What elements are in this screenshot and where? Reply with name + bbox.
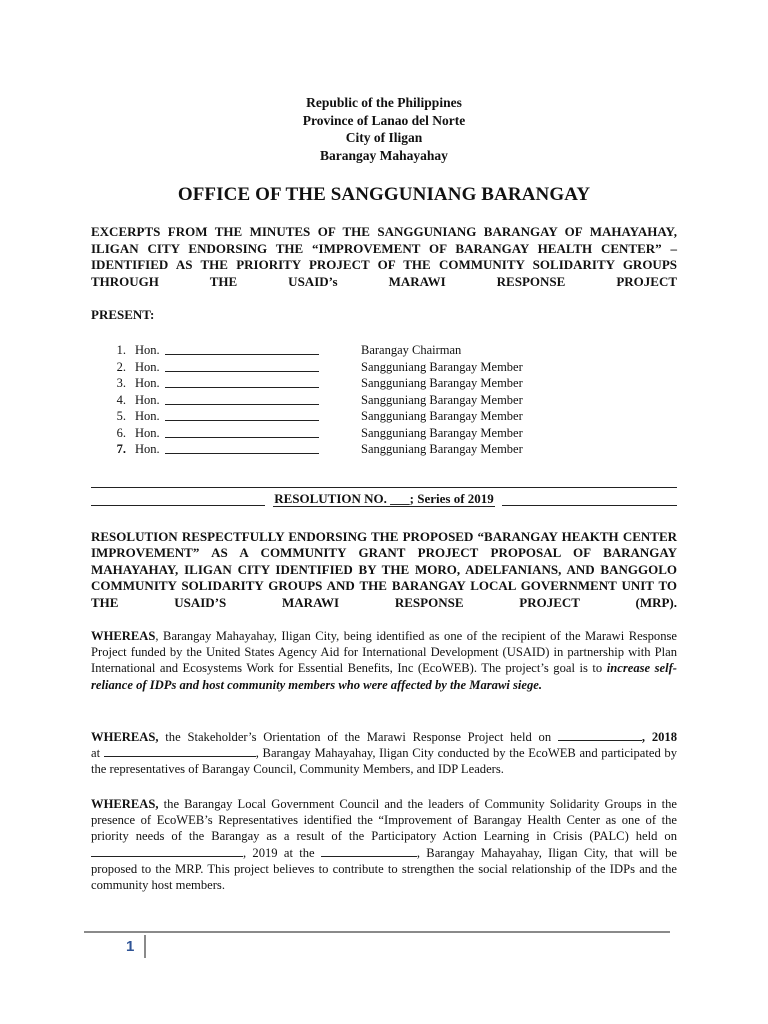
member-number: 4. xyxy=(116,392,126,407)
member-name-blank xyxy=(165,392,319,405)
whereas-text: , Barangay Mahayahay, Iligan City, that will be proposed to the MRP. This project believes to contribute to strengthen the social relationship of the IDPs and the community host members. xyxy=(91,845,678,893)
member-honorific: Hon. xyxy=(135,392,160,407)
whereas-paragraph-2 xyxy=(91,729,677,778)
member-number: 7. xyxy=(116,442,126,456)
member-name-blank xyxy=(165,342,319,355)
member-number: 5. xyxy=(116,409,126,423)
resolution-number: RESOLUTION NO. ___; Series of 2019 xyxy=(274,491,494,506)
header-republic: Republic of the Philippines xyxy=(306,95,462,110)
header-city: City of Iligan xyxy=(345,130,423,146)
whereas-year: , 2018 xyxy=(641,730,677,744)
member-honorific: Hon. xyxy=(135,409,160,423)
member-position: Sangguniang Barangay Member xyxy=(361,392,523,407)
header-barangay: Barangay Mahayahay xyxy=(320,147,448,163)
whereas-text: , Barangay Mahayahay, Iligan City, being identified as one of the recipient of the Marawi Response Project funded by the United States Agency Aid for International Development (USAID) in partnership with Plan International and Ecosystems Work for Essential Benefits, Inc (EcoWEB). The project’s goal is to xyxy=(91,629,677,676)
resolution-title: RESOLUTION RESPECTFULLY ENDORSING THE PROPOSED “BARANGAY HEAKTH CENTER IMPROVEMENT” AS A COMMUNITY GRANT PROJECT PROPOSAL OF BARANGAY MAHAYAHAY, ILIGAN CITY IDENTIFIED BY THE MORO, ADELFANIANS, AND BANGGOLO COMMUNITY SOLIDARITY GROUPS AND THE BARANGAY LOCAL GOVERNMENT UNIT TO THE USAID’S MARAWI RESPONSE PROJECT (MRP). xyxy=(91,529,677,610)
member-honorific: Hon. xyxy=(135,442,160,456)
member-number: 1. xyxy=(116,343,126,357)
member-position: Sangguniang Barangay Member xyxy=(361,359,523,374)
whereas-keyword: WHEREAS, xyxy=(91,730,159,744)
venue-blank xyxy=(321,845,417,857)
member-number: 3. xyxy=(116,376,126,390)
member-row xyxy=(110,425,590,442)
venue-blank xyxy=(104,745,256,757)
member-number: 2. xyxy=(116,359,126,374)
resolution-number-line xyxy=(0,490,768,507)
member-position: Sangguniang Barangay Member xyxy=(361,376,523,390)
member-position: Sangguniang Barangay Member xyxy=(361,409,523,423)
date-blank xyxy=(91,845,243,857)
excerpt-heading: EXCERPTS FROM THE MINUTES OF THE SANGGUNIANG BARANGAY OF MAHAYAHAY, ILIGAN CITY ENDORSING THE “IMPROVEMENT OF BARANGAY HEALTH CENTER” – IDENTIFIED AS THE PRIORITY PROJECT OF THE COMMUNITY SOLIDARITY GROUPS THROUGH THE USAID’s MARAWI RESPONSE PROJECT xyxy=(91,224,677,289)
member-row xyxy=(110,392,590,409)
member-position: Sangguniang Barangay Member xyxy=(361,442,523,456)
page-number-divider xyxy=(144,935,146,958)
member-name-blank xyxy=(165,375,319,388)
date-blank xyxy=(558,729,642,741)
member-row xyxy=(110,408,590,425)
whereas-text: the Barangay Local Government Council and the leaders of Community Solidarity Groups in the presence of EcoWEB’s Representatives identified the “Improvement of Barangay Health Center as one of the priority needs of the Barangay as a result of the Participatory Action Learning in Crisis (PALC) held on xyxy=(91,797,677,844)
member-number: 6. xyxy=(116,425,126,440)
member-position: Barangay Chairman xyxy=(361,343,462,357)
page-number: 1 xyxy=(126,938,135,955)
member-row xyxy=(110,342,590,359)
whereas-emphasis: increase self-reliance of IDPs and host community members who were affected by the Marawi siege. xyxy=(91,661,678,692)
member-row xyxy=(110,359,590,376)
member-name-blank xyxy=(165,359,319,372)
member-position: Sangguniang Barangay Member xyxy=(361,425,523,440)
whereas-text: the Stakeholder’s Orientation of the Marawi Response Project held on xyxy=(158,730,558,744)
member-name-blank xyxy=(165,441,319,454)
member-honorific: Hon. xyxy=(135,359,160,374)
member-honorific: Hon. xyxy=(135,425,160,440)
present-members-list xyxy=(110,342,590,458)
footer-rule xyxy=(84,931,670,933)
whereas-paragraph-3 xyxy=(91,796,677,893)
whereas-text: at xyxy=(91,746,101,761)
whereas-paragraph-1 xyxy=(91,628,677,693)
member-row xyxy=(110,375,590,392)
document-header xyxy=(0,94,768,164)
header-province: Province of Lanao del Norte xyxy=(302,112,466,128)
present-label: PRESENT: xyxy=(91,307,155,322)
office-title: OFFICE OF THE SANGGUNIANG BARANGAY xyxy=(177,184,591,205)
member-honorific: Hon. xyxy=(135,376,160,390)
whereas-keyword: WHEREAS xyxy=(91,629,156,643)
member-honorific: Hon. xyxy=(135,343,160,357)
whereas-keyword: WHEREAS, xyxy=(91,797,159,811)
whereas-text: , Barangay Mahayahay, Iligan City conducted by the EcoWEB and participated by the representatives of Barangay Council, Community Members, and IDP Leaders. xyxy=(91,746,677,777)
whereas-text: , 2019 at the xyxy=(243,845,321,860)
member-name-blank xyxy=(165,408,319,421)
resolution-rule-right xyxy=(502,505,677,506)
resolution-rule-left xyxy=(91,505,265,506)
member-row xyxy=(110,441,590,458)
section-divider xyxy=(91,487,677,488)
member-name-blank xyxy=(165,425,319,438)
